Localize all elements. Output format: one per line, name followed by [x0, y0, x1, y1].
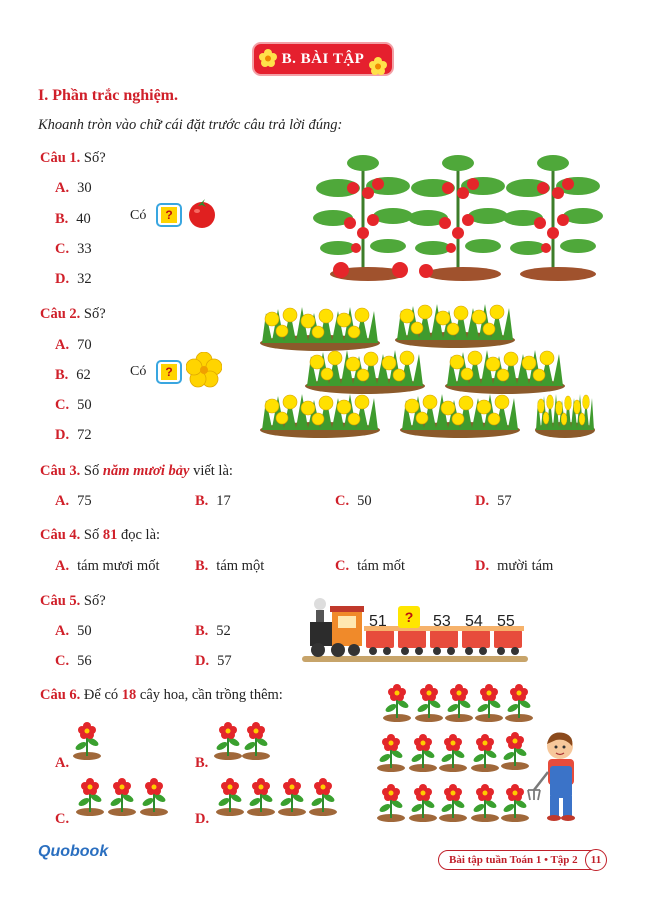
train-number-3: 53 [433, 613, 451, 630]
train-number-5: 55 [497, 613, 515, 630]
option-d[interactable]: D. 72 [55, 427, 92, 443]
flower-bushes-image [255, 300, 595, 440]
question-number: Câu 4. [40, 527, 81, 543]
tomato-icon [186, 196, 218, 230]
option-d[interactable]: D. [195, 811, 210, 827]
option-a[interactable]: A. 50 [55, 623, 92, 639]
option-c[interactable]: C. 50 [55, 397, 92, 413]
question-number: Câu 3. [40, 463, 81, 479]
question-number: Câu 2. [40, 306, 81, 322]
footer-book-title: Bài tập tuần Toán 1 • Tập 2 11 [438, 850, 606, 870]
train-number-1: 51 [369, 613, 387, 630]
boy-gardener [528, 732, 575, 821]
question-number: Câu 5. [40, 593, 81, 609]
highlight-text: 18 [121, 687, 137, 703]
question-1 [40, 150, 106, 167]
flower-garden-image [376, 682, 600, 828]
option-d[interactable]: D. 57 [195, 653, 232, 669]
option-a[interactable]: A. 70 [55, 337, 92, 353]
co-label: Có [130, 208, 147, 223]
question-text: Số? [83, 150, 106, 166]
option-b[interactable]: B. 40 [55, 211, 91, 227]
highlight-text: năm mươi bảy [102, 463, 190, 479]
train-number-4: 54 [465, 613, 483, 630]
question-5 [40, 593, 106, 610]
option-a[interactable]: A. tám mươi mốt [55, 558, 160, 574]
banner-title: B. BÀI TẬP [281, 50, 365, 67]
option-b[interactable]: B. 52 [195, 623, 231, 639]
question-6: Câu 6. Để có 18 cây hoa, cần trồng thêm: [40, 687, 283, 703]
question-text: Số? [83, 306, 106, 322]
option-c[interactable]: C. 33 [55, 241, 92, 257]
tomato-plants-image [308, 148, 608, 284]
answer-box[interactable]: ? [156, 360, 182, 384]
option-a[interactable]: A. 75 [55, 493, 92, 509]
option-b[interactable]: B. [195, 755, 209, 771]
flower-icon [258, 48, 278, 68]
co-label: Có [130, 364, 147, 379]
question-number: Câu 6. [40, 687, 81, 703]
red-flowers-icon [213, 720, 273, 762]
question-text: Số? [83, 593, 106, 609]
question-4: Câu 4. Số 81 đọc là: [40, 527, 161, 543]
option-d[interactable]: D. 57 [475, 493, 512, 509]
option-c[interactable]: C. 50 [335, 493, 372, 509]
tomato-plant [313, 155, 413, 281]
option-d[interactable]: D. 32 [55, 271, 92, 287]
missing-number-box[interactable]: ? [398, 606, 420, 628]
answer-box[interactable]: ? [156, 203, 182, 227]
page-number: 11 [585, 849, 607, 871]
red-flowers-icon [215, 776, 339, 818]
red-flower-icon [72, 720, 106, 762]
question-number: Câu 1. [40, 150, 81, 166]
section-title: I. Phần trắc nghiệm. [38, 87, 178, 104]
red-flowers-icon [75, 776, 175, 818]
section-banner [252, 42, 394, 76]
option-c[interactable]: C. 56 [55, 653, 92, 669]
option-b[interactable]: B. 62 [55, 367, 91, 383]
option-a[interactable]: A. 30 [55, 180, 92, 196]
question-3: Câu 3. Số năm mươi bảy viết là: [40, 463, 233, 479]
highlight-text: 81 [102, 527, 118, 543]
option-c[interactable]: C. tám mốt [335, 558, 406, 574]
option-a[interactable]: A. [55, 755, 70, 771]
flower-icon [368, 56, 388, 76]
yellow-flower-icon [186, 352, 222, 388]
option-b[interactable]: B. 17 [195, 493, 231, 509]
footer-logo: Quobook [38, 843, 109, 860]
instruction-text: Khoanh tròn vào chữ cái đặt trước câu trả lời đúng: [38, 117, 343, 133]
question-2 [40, 306, 106, 323]
option-c[interactable]: C. [55, 811, 70, 827]
option-b[interactable]: B. tám một [195, 558, 265, 574]
option-d[interactable]: D. mười tám [475, 558, 554, 574]
